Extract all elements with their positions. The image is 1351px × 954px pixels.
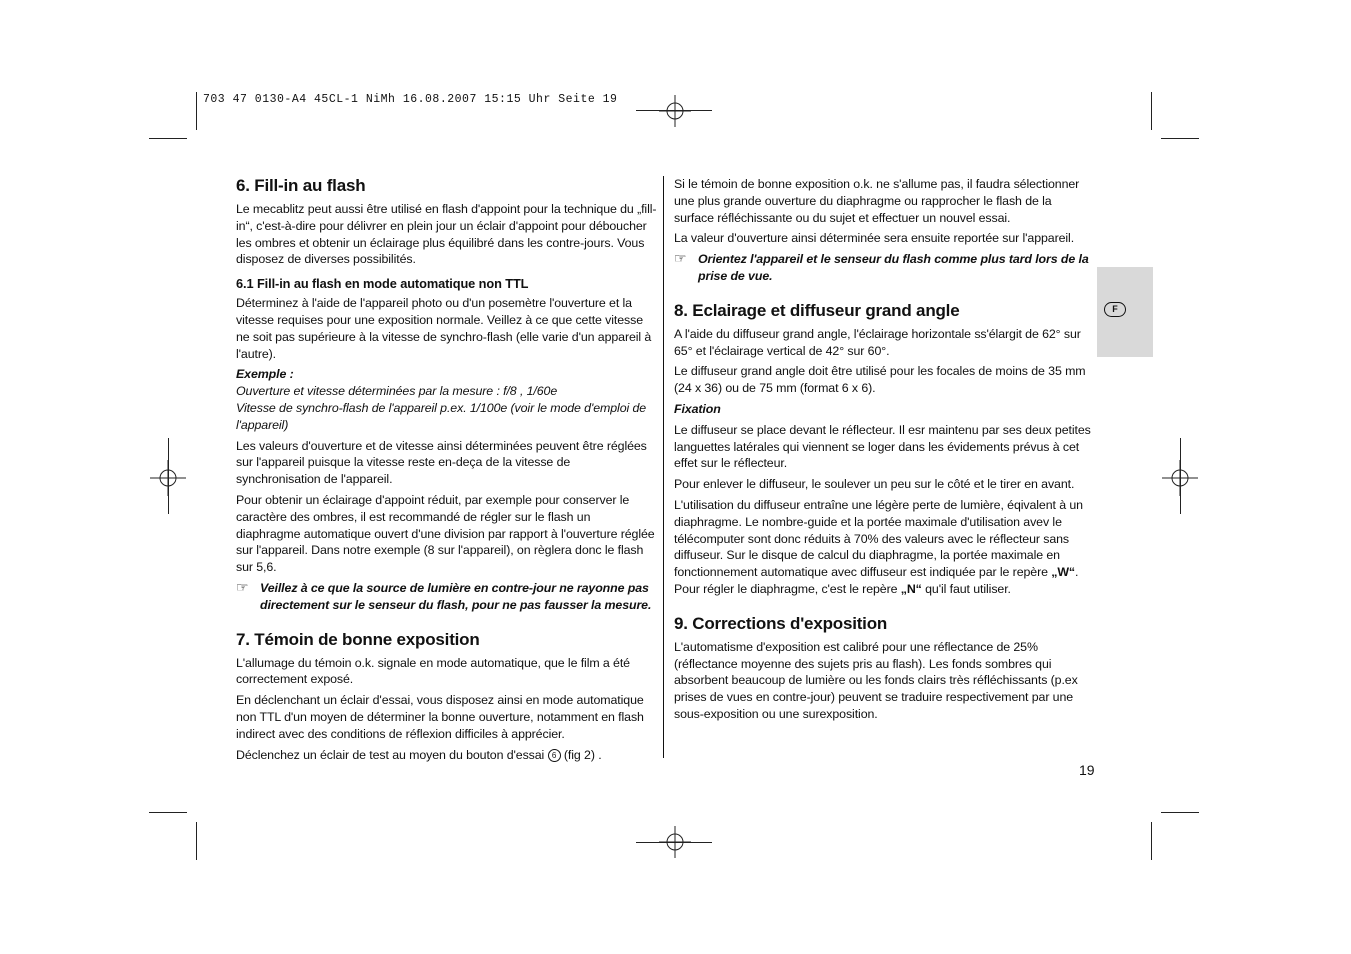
crop-mark: [149, 138, 187, 139]
left-column: [236, 176, 658, 767]
mark-n: „N“: [900, 581, 922, 596]
pointing-hand-icon: ☞: [674, 250, 687, 267]
section-9-title: 9. Corrections d'exposition: [674, 613, 888, 633]
column-divider: [663, 176, 664, 758]
paragraph: Le diffuseur grand angle doit être utilisé pour les focales de moins de 35 mm (24 x 36) ou de 75 mm (format 6 x 6).: [674, 364, 1086, 396]
paragraph: Pour enlever le diffuseur, le soulever un peu sur le côté et le tirer en avant.: [674, 477, 1075, 492]
note-text: Veillez à ce que la source de lumière en contre-jour ne rayonne pas directement sur le senseur du flash, pour ne pas fausser la mesure.: [260, 580, 652, 612]
paragraph: [236, 747, 658, 764]
mark-w: „W“: [1051, 565, 1076, 580]
example-label: Exemple :: [236, 367, 294, 382]
paragraph: Déterminez à l'aide de l'appareil photo ou d'un posemètre l'ouverture et la vitesse requises pour une exposition normale. Veillez à ce que cette vitesse ne soit pas supérieure à la vitesse de synchro-flash (elle varie d'un appareil à l'autre).: [236, 296, 652, 361]
section-6-title: 6. Fill-in au flash: [236, 176, 366, 195]
text-fragment: Déclenchez un éclair de test au moyen du bouton d'essai: [236, 747, 545, 762]
crop-mark: [1151, 822, 1152, 860]
paragraph: Le mecablitz peut aussi être utilisé en flash d'appoint pour la technique du „fill-in“, c'est-à-dire pour délivrer en plein jour un éclair d'appoint pour déboucher les ombres et obtenir un éclairage plus équilibré dans les contre-jours. Vous disposez de diverses possibilités.: [236, 202, 657, 267]
paragraph: Si le témoin de bonne exposition o.k. ne s'allume pas, il faudra sélectionner une plus grande ouverture du diaphragme ou rapprocher le flash de la surface réfléchissante ou du sujet et effectuer un nouvel essai.: [674, 177, 1080, 225]
paragraph: En déclenchant un éclair d'essai, vous disposez ainsi en mode automatique non TTL d'un moyen de déterminer la bonne ouverture, notamment en flash indirect avec des conditions de réflexion difficiles à apprécier.: [236, 693, 644, 741]
paragraph: La valeur d'ouverture ainsi déterminée sera ensuite reportée sur l'appareil.: [674, 231, 1075, 246]
test-button-number: 6: [548, 749, 561, 762]
example-line: Ouverture et vitesse déterminées par la mesure : f/8 , 1/60e: [236, 384, 558, 399]
paragraph: Les valeurs d'ouverture et de vitesse ainsi déterminées peuvent être réglées sur l'appareil puisque la vitesse reste en-deça de la vitesse de synchronisation de l'appareil.: [236, 438, 647, 487]
crop-mark: [1161, 138, 1199, 139]
paragraph: L'allumage du témoin o.k. signale en mode automatique, que le film a été correctement exposé.: [236, 655, 630, 687]
text-fragment: L'utilisation du diffuseur entraîne une légère perte de lumière, éqivalent à un diaphragme. Le nombre-guide et la portée maximale d'utilisation avev le télécomputer sont donc réduits à 70% des valeurs avec le réflecteur sans diffuseur. Sur le disque de calcul du diaphragme, la portée maximale en fonctionnement automatique avec diffuseur est indiquée par le repère: [674, 497, 1083, 580]
section-8-title: 8. Eclairage et diffuseur grand angle: [674, 300, 960, 320]
print-slug: 703 47 0130-A4 45CL-1 NiMh 16.08.2007 15:15 Uhr Seite 19: [203, 93, 618, 106]
example-line: Vitesse de synchro-flash de l'appareil p.ex. 1/100e (voir le mode d'emploi de l'appareil): [236, 400, 647, 432]
registration-mark-icon: [659, 95, 691, 127]
paragraph: [674, 497, 1094, 598]
text-fragment: qu'il faut utiliser.: [925, 581, 1011, 596]
paragraph: Pour obtenir un éclairage d'appoint réduit, par exemple pour conserver le caractère des ombres, il est recommandé de régler sur le flash un diaphragme automatique ouvert d'une division par rapport à l'ouverture réglée sur l'appareil. Dans notre exemple (8 sur l'appareil), on règlera donc le flash sur 5,6.: [236, 492, 655, 575]
crop-mark: [636, 110, 712, 111]
text-fragment: . Pour régler le diaphragme, c'est le repère: [674, 565, 1079, 596]
language-badge: F: [1104, 302, 1126, 317]
crop-mark: [1151, 92, 1152, 130]
note: [236, 580, 658, 614]
crop-mark: [168, 438, 169, 514]
note-text: Orientez l'appareil et le senseur du flash comme plus tard lors de la prise de vue.: [698, 252, 1089, 283]
text-fragment: (fig 2) .: [563, 747, 602, 762]
page-number: 19: [1079, 762, 1095, 778]
pointing-hand-icon: ☞: [236, 578, 249, 595]
section-7-title: 7. Témoin de bonne exposition: [236, 629, 480, 649]
fixation-label: Fixation: [674, 401, 721, 416]
crop-mark: [1180, 438, 1181, 514]
paragraph: L'automatisme d'exposition est calibré pour une réflectance de 25% (réflectance moyenne des sujets pris au flash). Les fonds sombres qui absorbent beaucoup de lumière ou les fonds clairs très réfléchissants (p.ex prises de vues en contre-jour) peuvent se traduire respectivement par une sous-exposition ou une surexposition.: [674, 639, 1078, 721]
crop-mark: [196, 822, 197, 860]
subsection-6-1-title: 6.1 Fill-in au flash en mode automatique non TTL: [236, 276, 529, 292]
note: [674, 251, 1094, 285]
paragraph: Le diffuseur se place devant le réflecteur. Il esr maintenu par ses deux petites languettes latérales qui viennent se loger dans les évidements prévus à cet effet sur le réflecteur.: [674, 422, 1091, 471]
crop-mark: [1161, 812, 1199, 813]
right-column: [674, 176, 1094, 727]
crop-mark: [636, 842, 712, 843]
paragraph: A l'aide du diffuseur grand angle, l'éclairage horizontale ss'élargit de 62° sur 65° et l'éclairage vertical de 42° sur 60°.: [674, 326, 1081, 358]
crop-mark: [196, 92, 197, 130]
crop-mark: [149, 812, 187, 813]
